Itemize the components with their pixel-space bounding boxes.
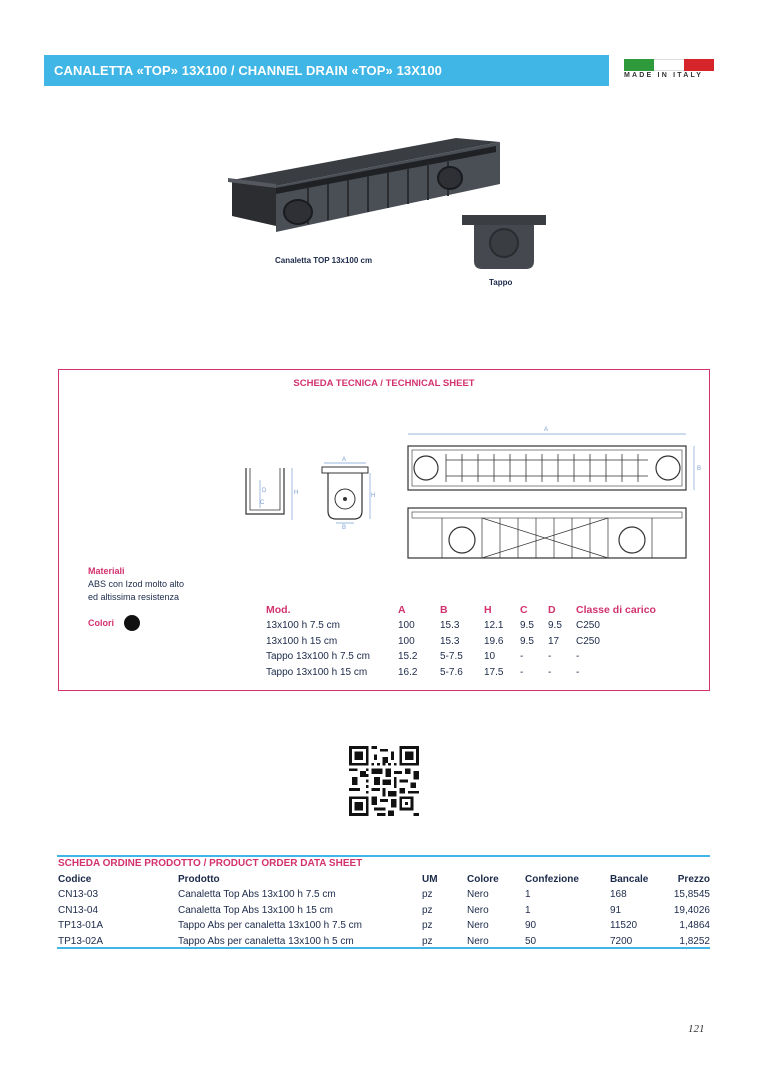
cap-caption: Tappo <box>489 278 513 287</box>
table-cell: Tappo 13x100 h 15 cm <box>266 666 368 678</box>
table-cell: - <box>548 651 552 663</box>
table-cell: 9.5 <box>520 620 534 632</box>
table-row <box>262 618 660 634</box>
table-cell: 15.2 <box>398 651 418 663</box>
table-cell: pz <box>422 904 433 916</box>
side-section-drawing <box>238 458 300 526</box>
table-cell: Nero <box>467 904 489 916</box>
table-cell: 168 <box>610 889 627 901</box>
dim-label-h-cap: H <box>371 493 376 499</box>
table-cell: 17 <box>548 635 560 647</box>
table-cell: 100 <box>398 620 415 632</box>
table-cell: 50 <box>525 935 537 947</box>
channel-drain-caption: Canaletta TOP 13x100 cm <box>275 256 373 265</box>
table-cell: CN13-03 <box>58 889 99 901</box>
table-cell: 91 <box>610 904 622 916</box>
table-cell: 100 <box>398 635 415 647</box>
dim-label-d: D <box>262 488 267 494</box>
table-cell: C250 <box>576 635 600 647</box>
table-cell: - <box>576 666 580 678</box>
table-row <box>58 918 710 934</box>
table-row <box>58 887 710 903</box>
table-cell: - <box>576 651 580 663</box>
column-header: C <box>520 603 528 616</box>
materials-label: Materiali <box>88 566 125 576</box>
table-cell: - <box>520 666 524 678</box>
italian-flag-icon <box>624 59 714 71</box>
column-header: D <box>548 603 556 616</box>
table-cell: Nero <box>467 920 489 932</box>
table-cell: 15.3 <box>440 635 460 647</box>
technical-table <box>262 602 660 680</box>
table-cell: 15.3 <box>440 620 460 632</box>
table-cell: 1 <box>525 904 531 916</box>
column-header: Classe di carico <box>576 603 656 616</box>
table-cell: Nero <box>467 935 489 947</box>
technical-table-header <box>262 602 660 618</box>
table-cell: 16.2 <box>398 666 418 678</box>
table-cell: 17.5 <box>484 666 504 678</box>
materials-text-line-2: ed altissima resistenza <box>88 592 180 602</box>
table-cell: 10 <box>484 651 496 663</box>
table-cell: 5-7.6 <box>440 666 463 678</box>
black-color-swatch <box>124 615 140 631</box>
dim-label-h: H <box>294 490 299 496</box>
made-in-italy-label: MADE IN ITALY <box>624 72 704 79</box>
dim-label-a-top: A <box>544 427 549 433</box>
order-sheet-bottom-rule <box>57 947 710 949</box>
table-cell: Tappo Abs per canaletta 13x100 h 5 cm <box>178 935 354 947</box>
table-cell: - <box>520 651 524 663</box>
top-view-drawing <box>402 424 708 564</box>
order-sheet-top-rule <box>57 855 710 857</box>
table-cell: 19.6 <box>484 635 504 647</box>
table-cell: Tappo 13x100 h 7.5 cm <box>266 651 370 663</box>
column-header: Confezione <box>525 874 579 885</box>
qr-code-icon[interactable] <box>349 746 419 816</box>
column-header: Prezzo <box>677 874 710 885</box>
column-header: Colore <box>467 874 499 885</box>
table-cell: Canaletta Top Abs 13x100 h 15 cm <box>178 904 333 916</box>
order-table-header <box>58 872 710 887</box>
order-sheet-title: SCHEDA ORDINE PRODOTTO / PRODUCT ORDER DATA SHEET <box>58 858 363 869</box>
dim-label-b-cap: B <box>342 525 347 531</box>
column-header: Prodotto <box>178 874 220 885</box>
table-cell: 90 <box>525 920 537 932</box>
table-row <box>262 665 660 681</box>
column-header: A <box>398 603 406 616</box>
table-cell: pz <box>422 889 433 901</box>
column-header: Mod. <box>266 603 291 616</box>
column-header: Codice <box>58 874 92 885</box>
table-cell: 19,4026 <box>673 904 710 916</box>
cap-image <box>460 213 548 271</box>
table-cell: 1,8252 <box>679 935 710 947</box>
table-cell: 9.5 <box>520 635 534 647</box>
table-cell: 11520 <box>610 920 638 932</box>
table-cell: 13x100 h 7.5 cm <box>266 620 340 632</box>
dim-label-c: C <box>260 500 265 506</box>
column-header: B <box>440 603 448 616</box>
materials-text-line-1: ABS con Izod molto alto <box>88 579 185 589</box>
table-cell: pz <box>422 935 433 947</box>
dim-label-a-cap: A <box>342 457 347 463</box>
table-cell: 1 <box>525 889 531 901</box>
table-row <box>262 649 660 665</box>
table-cell: 5-7.5 <box>440 651 463 663</box>
table-cell: pz <box>422 920 433 932</box>
table-cell: Canaletta Top Abs 13x100 h 7.5 cm <box>178 889 336 901</box>
table-cell: TP13-01A <box>58 920 104 932</box>
table-cell: 12.1 <box>484 620 504 632</box>
column-header: Bancale <box>610 874 649 885</box>
page-title: CANALETTA «TOP» 13X100 / CHANNEL DRAIN «TOP» 13X100 <box>54 63 443 78</box>
page-number: 121 <box>688 1023 705 1035</box>
table-cell: CN13-04 <box>58 904 99 916</box>
table-cell: 13x100 h 15 cm <box>266 635 338 647</box>
table-cell: C250 <box>576 620 600 632</box>
column-header: UM <box>422 874 438 885</box>
header-bar <box>44 55 609 86</box>
table-row <box>58 903 710 919</box>
table-cell: 9.5 <box>548 620 562 632</box>
table-cell: 7200 <box>610 935 633 947</box>
table-cell: TP13-02A <box>58 935 104 947</box>
table-cell: 1,4864 <box>679 920 710 932</box>
colors-label: Colori <box>88 618 114 628</box>
table-cell: - <box>548 666 552 678</box>
table-row <box>262 634 660 650</box>
dim-label-b-top: B <box>697 466 702 472</box>
table-cell: 15,8545 <box>673 889 710 901</box>
order-table <box>58 872 710 949</box>
technical-sheet-title: SCHEDA TECNICA / TECHNICAL SHEET <box>293 378 475 389</box>
table-cell: Nero <box>467 889 489 901</box>
table-cell: Tappo Abs per canaletta 13x100 h 7.5 cm <box>178 920 363 932</box>
column-header: H <box>484 603 492 616</box>
cap-section-drawing <box>314 455 376 531</box>
